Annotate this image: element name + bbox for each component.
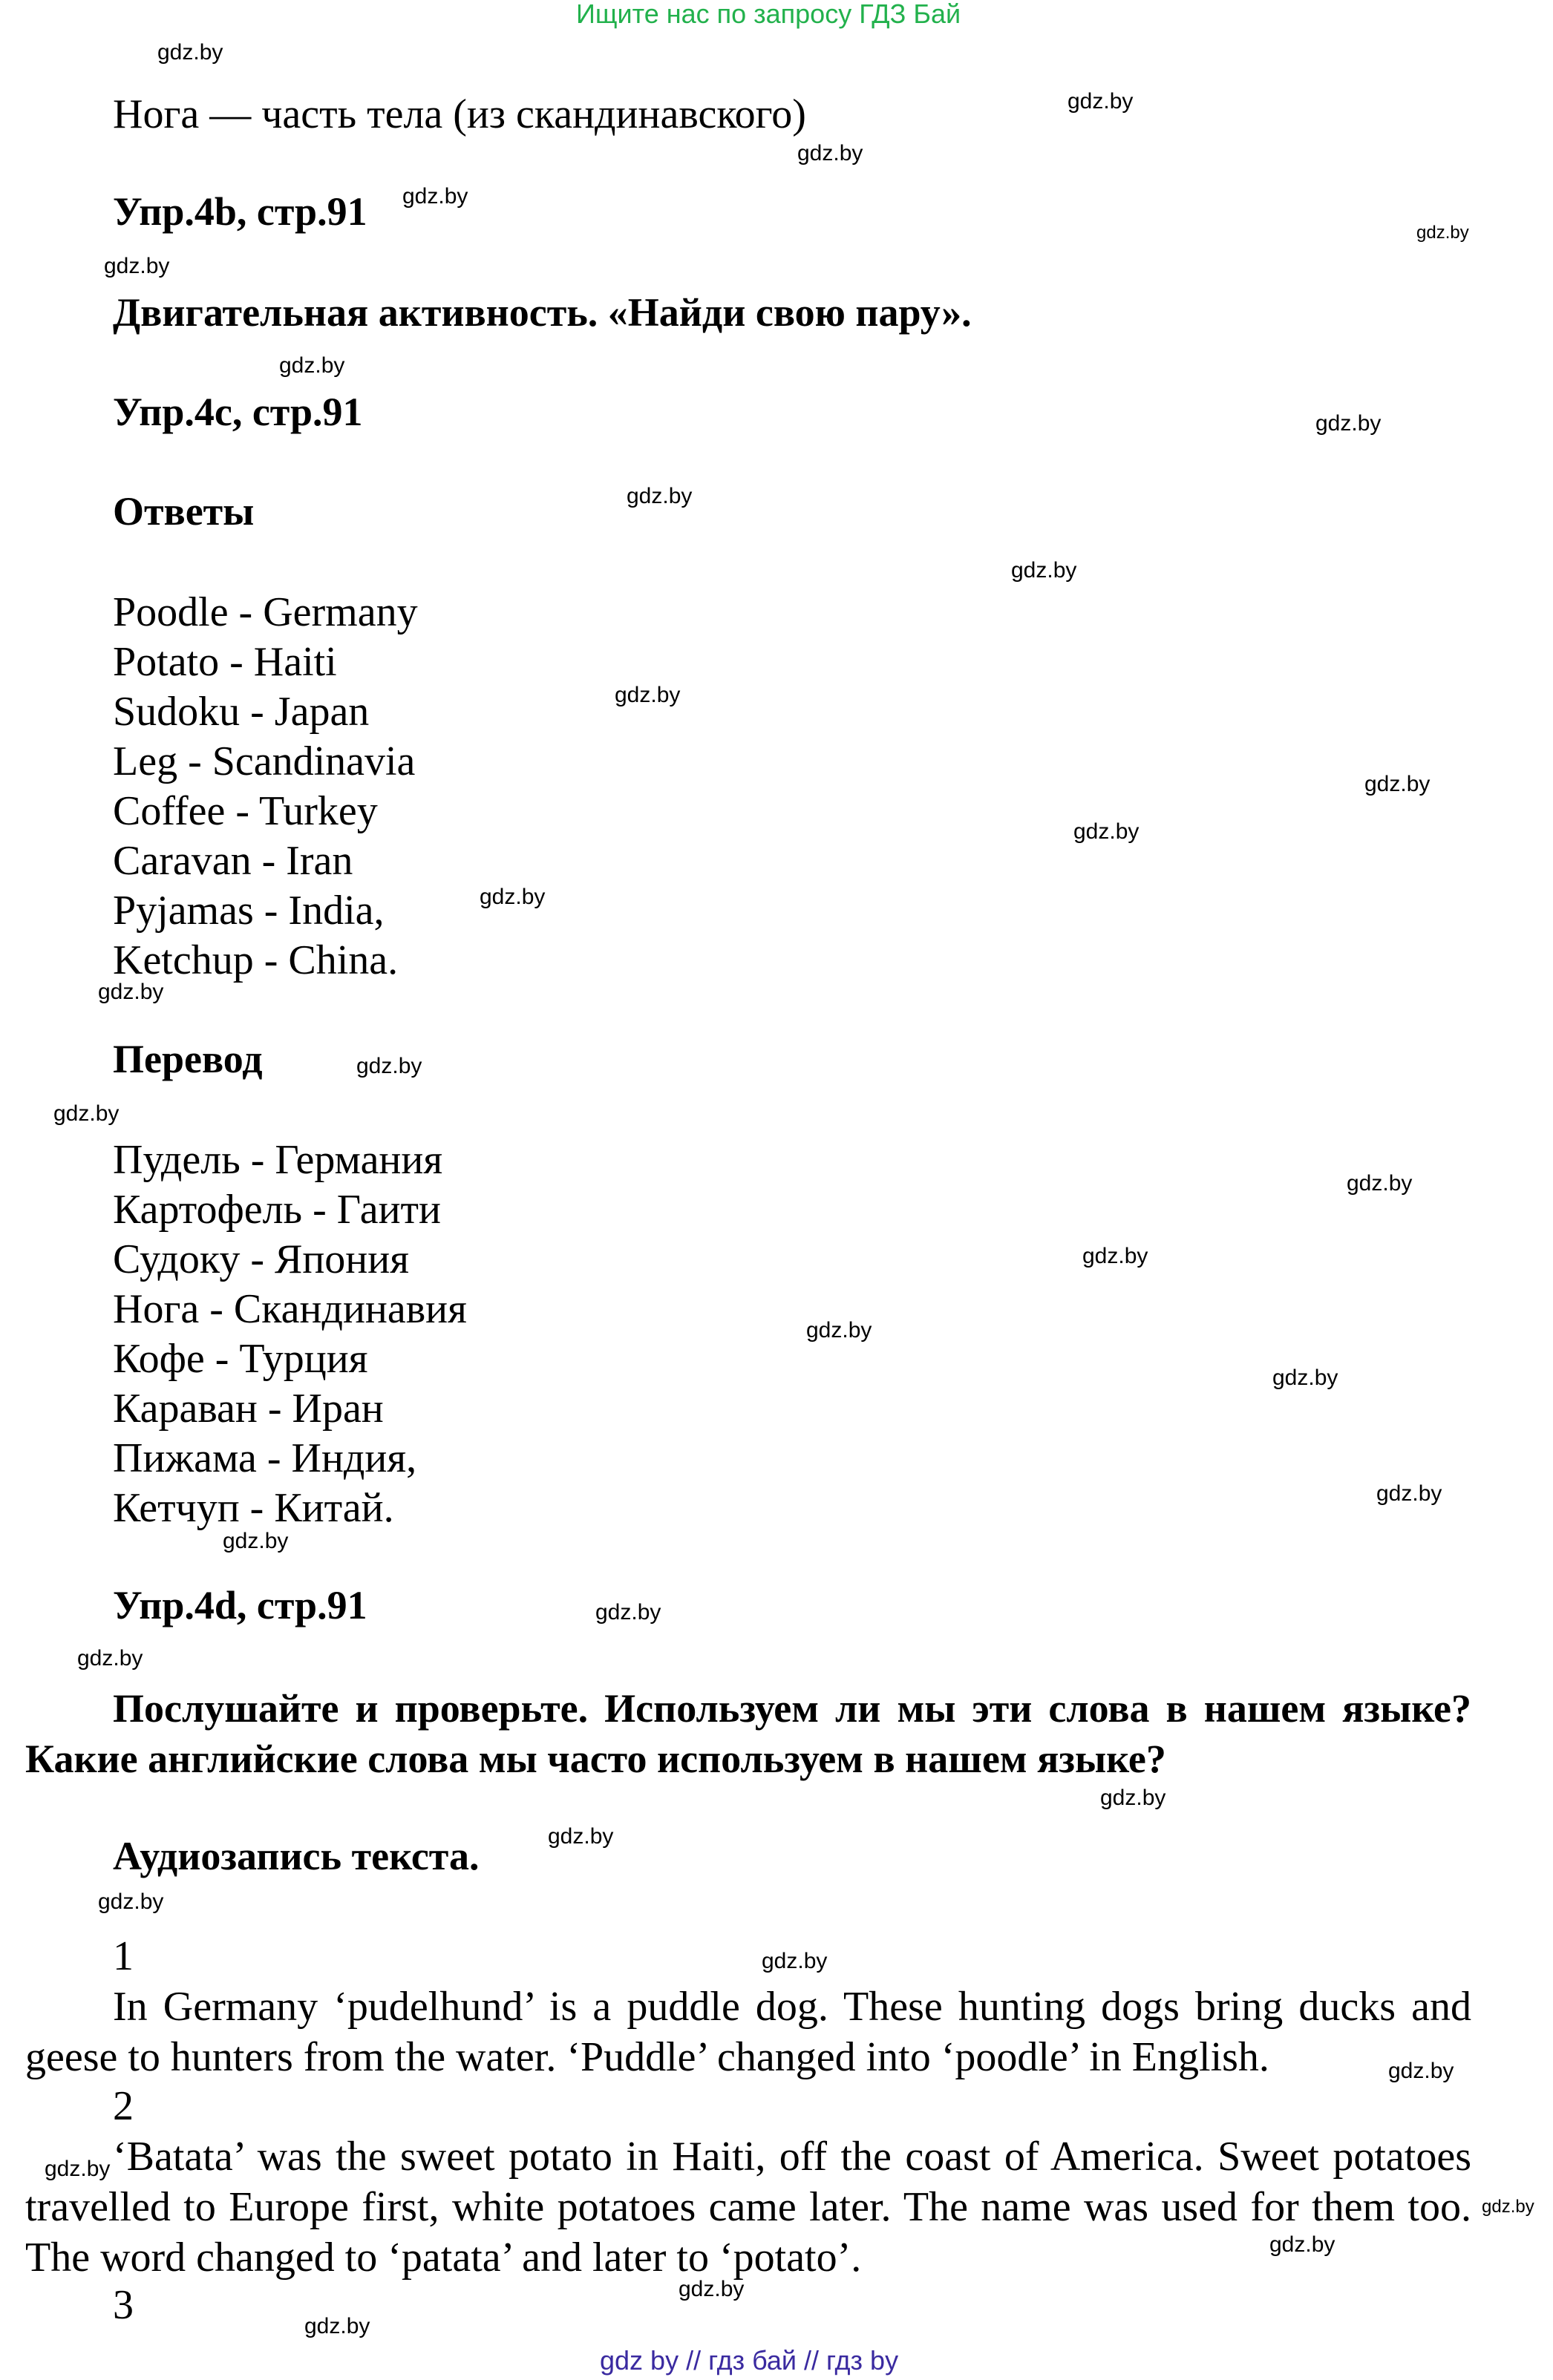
watermark: gdz.by xyxy=(1269,2232,1335,2257)
watermark: gdz.by xyxy=(627,484,693,508)
exercise-4c-title: Упр.4c, стр.91 xyxy=(113,390,363,434)
footer-links[interactable]: gdz by // гдз бай // гдз by xyxy=(600,2345,899,2376)
answer-item: Poodle - Germany xyxy=(113,589,418,635)
watermark: gdz.by xyxy=(53,1101,120,1126)
watermark: gdz.by xyxy=(1068,89,1134,114)
translation-item: Нога - Скандинавия xyxy=(113,1286,467,1332)
translation-item: Кофе - Турция xyxy=(113,1336,368,1382)
translation-list xyxy=(113,1135,467,1533)
answer-item: Pyjamas - India, xyxy=(113,888,385,934)
watermark: gdz.by xyxy=(1073,819,1140,844)
watermark: gdz.by xyxy=(1011,558,1077,583)
answer-item: Ketchup - China. xyxy=(113,937,399,983)
exercise-4b-title: Упр.4b, стр.91 xyxy=(113,189,367,234)
watermark: gdz.by xyxy=(1482,2197,1534,2217)
watermark: gdz.by xyxy=(356,1054,422,1078)
audio-heading: Аудиозапись текста. xyxy=(113,1834,480,1878)
watermark: gdz.by xyxy=(1388,2059,1454,2083)
translation-heading: Перевод xyxy=(113,1037,263,1081)
watermark: gdz.by xyxy=(402,184,468,209)
translation-item: Судоку - Япония xyxy=(113,1236,409,1282)
watermark: gdz.by xyxy=(98,1889,164,1914)
translation-item: Картофель - Гаити xyxy=(113,1187,441,1233)
watermark: gdz.by xyxy=(615,683,681,707)
watermark: gdz.by xyxy=(1315,411,1382,436)
exercise-4d-task: Послушайте и проверьте. Используем ли мы эти слова в нашем языке? Какие английские слова мы часто используем в нашем языке? xyxy=(25,1686,1471,1781)
answers-list xyxy=(113,588,418,986)
watermark: gdz.by xyxy=(157,40,223,65)
watermark: gdz.by xyxy=(797,141,863,165)
exercise-4d-title: Упр.4d, стр.91 xyxy=(113,1583,367,1627)
answers-heading: Ответы xyxy=(113,489,255,534)
watermark: gdz.by xyxy=(104,254,170,278)
answer-item: Coffee - Turkey xyxy=(113,788,378,834)
watermark: gdz.by xyxy=(223,1529,289,1553)
watermark: gdz.by xyxy=(279,353,345,378)
watermark: gdz.by xyxy=(1347,1171,1413,1196)
translation-item: Пудель - Германия xyxy=(113,1137,443,1183)
watermark: gdz.by xyxy=(1272,1366,1338,1390)
translation-item: Кетчуп - Китай. xyxy=(113,1485,394,1531)
item-number: 1 xyxy=(113,1933,134,1979)
item-text: In Germany ‘pudelhund’ is a puddle dog. These hunting dogs bring ducks and geese to hunters from the water. ‘Puddle’ changed into ‘poodle’ in English. xyxy=(25,1984,1471,2080)
watermark: gdz.by xyxy=(1416,223,1469,243)
watermark: gdz.by xyxy=(98,980,164,1004)
intro-line: Нога — часть тела (из скандинавского) xyxy=(113,91,806,137)
watermark: gdz.by xyxy=(806,1318,872,1343)
translation-item: Караван - Иран xyxy=(113,1386,384,1432)
item-number: 2 xyxy=(113,2083,134,2129)
watermark: gdz.by xyxy=(1082,1244,1148,1268)
translation-item: Пижама - Индия, xyxy=(113,1435,417,1481)
watermark: gdz.by xyxy=(45,2157,111,2181)
top-banner[interactable]: Ищите нас по запросу ГДЗ Бай xyxy=(576,0,961,29)
watermark: gdz.by xyxy=(762,1949,828,1973)
item-text: ‘Batata’ was the sweet potato in Haiti, off the coast of America. Sweet potatoes travelled to Europe first, white potatoes came later. The name was used for them too. The word changed to ‘patata’ and later to ‘potato’. xyxy=(25,2134,1471,2281)
watermark: gdz.by xyxy=(77,1646,143,1671)
exercise-4b-task: Двигательная активность. «Найди свою пару». xyxy=(113,290,972,335)
watermark: gdz.by xyxy=(480,885,546,909)
answer-item: Caravan - Iran xyxy=(113,838,353,884)
answer-item: Potato - Haiti xyxy=(113,639,337,685)
watermark: gdz.by xyxy=(679,2277,745,2301)
answer-item: Sudoku - Japan xyxy=(113,689,370,735)
answer-item: Leg - Scandinavia xyxy=(113,738,416,784)
watermark: gdz.by xyxy=(1100,1786,1166,1810)
watermark: gdz.by xyxy=(1364,772,1431,796)
watermark: gdz.by xyxy=(1376,1481,1442,1506)
watermark: gdz.by xyxy=(548,1824,614,1849)
watermark: gdz.by xyxy=(304,2314,370,2338)
watermark: gdz.by xyxy=(595,1600,661,1625)
item-number: 3 xyxy=(113,2282,134,2328)
